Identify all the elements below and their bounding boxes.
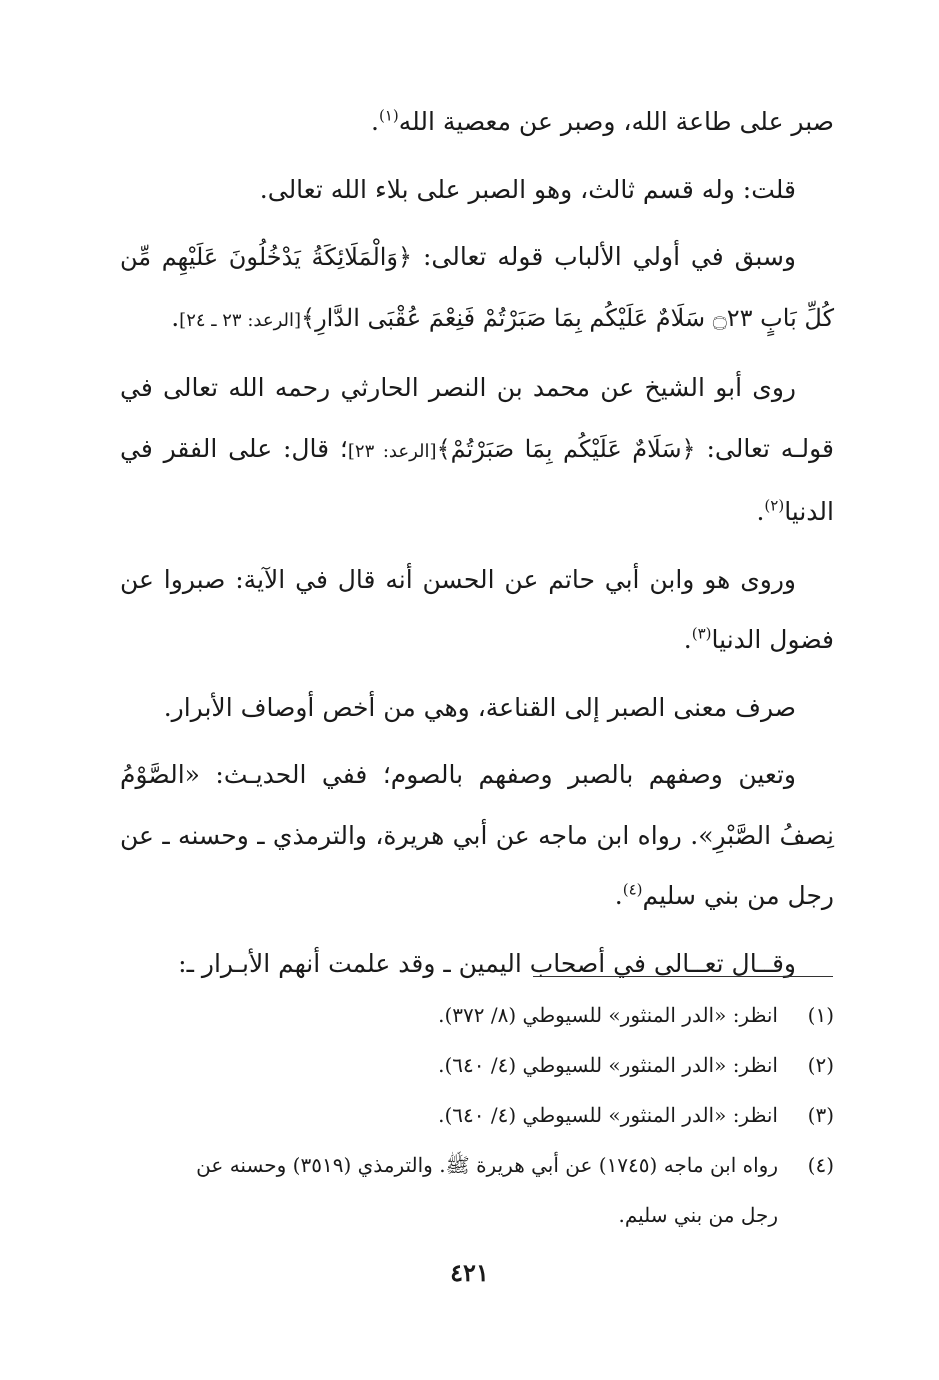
footnote <box>120 1090 834 1140</box>
footnote-number: (٤) <box>807 1153 834 1177</box>
footnote-text: انظر: «الدر المنثور» للسيوطي (٤/ ٦٤٠). <box>438 1103 778 1127</box>
verse-reference: [الرعد: ٢٣ ـ ٢٤] <box>179 309 302 331</box>
footnote-text: رواه ابن ماجه (١٧٤٥) عن أبي هريرة ﷺ. والترمذي (٣٥١٩) وحسنه عن <box>196 1153 778 1177</box>
paragraph: وقــال تعــالى في أصحاب اليمين ـ وقد علمت أنهم الأبـرار ـ: <box>178 948 796 978</box>
footnote-number: (٣) <box>807 1103 834 1127</box>
footnote-text: انظر: «الدر المنثور» للسيوطي (٨/ ٣٧٢). <box>438 1003 778 1027</box>
footnote-continuation: رجل من بني سليم. <box>618 1203 778 1227</box>
page-number: ٤٢١ <box>450 1258 489 1287</box>
footnote-marker: (٢) <box>764 496 785 515</box>
footnote-number: (٢) <box>807 1053 834 1077</box>
footnote-marker: (٤) <box>622 880 643 899</box>
footnote-marker: (٣) <box>691 624 712 643</box>
quran-verse: ﴿وَالْمَلَائِكَةُ يَدْخُلُونَ عَلَيْهِم مِّن كُلِّ بَابٍ ۝٢٣ سَلَامٌ عَلَيْكُم بِمَا صَبَرْتُمْ فَنِعْمَ عُقْبَى الدَّارِ﴾ <box>120 243 834 332</box>
paragraph: وسبق في أولي الألباب قوله تعالى: ﴿وَالْمَلَائِكَةُ يَدْخُلُونَ عَلَيْهِم مِّن كُلِّ بَابٍ ۝٢٣ سَلَامٌ عَلَيْكُم بِمَا صَبَرْتُمْ فَنِعْمَ عُقْبَى الدَّارِ﴾[الرعد: ٢٣ ـ ٢٤]. <box>120 242 834 332</box>
paragraph: صرف معنى الصبر إلى القناعة، وهي من أخص أوصاف الأبرار. <box>163 692 796 722</box>
verse-reference: [الرعد: ٢٣] <box>347 440 437 462</box>
footnote <box>120 1040 834 1090</box>
footnote <box>120 1140 834 1190</box>
main-text <box>120 92 834 1001</box>
paragraph: وتعين وصفهم بالصبر وصفهم بالصوم؛ ففي الحديـث: «الصَّوْمُ نِصفُ الصَّبْرِ». رواه ابن ماجه عن أبي هريرة، والترمذي ـ وحسنه ـ عن رجل من بني سليم$^{(٤)}$. <box>120 760 834 910</box>
paragraph: وروى هو وابن أبي حاتم عن الحسن أنه قال في الآية: صبروا عن فضول الدنيا$^{(٣)}$. <box>120 564 834 654</box>
paragraph: قلت: وله قسم ثالث، وهو الصبر على بلاء الله تعالى. <box>259 174 796 204</box>
paragraph: روى أبو الشيخ عن محمد بن النصر الحارثي رحمه الله تعالى في قولـه تعالى: ﴿سَلَامٌ عَلَيْكُم بِمَا صَبَرْتُمْ﴾[الرعد: ٢٣]؛ قال: على الفقر في الدنيا$^{(٢)}$. <box>120 373 835 526</box>
footnote-text: انظر: «الدر المنثور» للسيوطي (٤/ ٦٤٠). <box>438 1053 778 1077</box>
quran-verse: ﴿سَلَامٌ عَلَيْكُم بِمَا صَبَرْتُمْ﴾ <box>436 434 696 463</box>
footnotes <box>120 990 834 1240</box>
footnote <box>120 990 834 1040</box>
paragraph: صبر على طاعة الله، وصبر عن معصية الله$^{(١)}$. <box>370 106 834 136</box>
footnote-number: (١) <box>807 1003 834 1027</box>
footnote-marker: (١) <box>378 106 399 125</box>
footnote-divider <box>533 976 833 977</box>
